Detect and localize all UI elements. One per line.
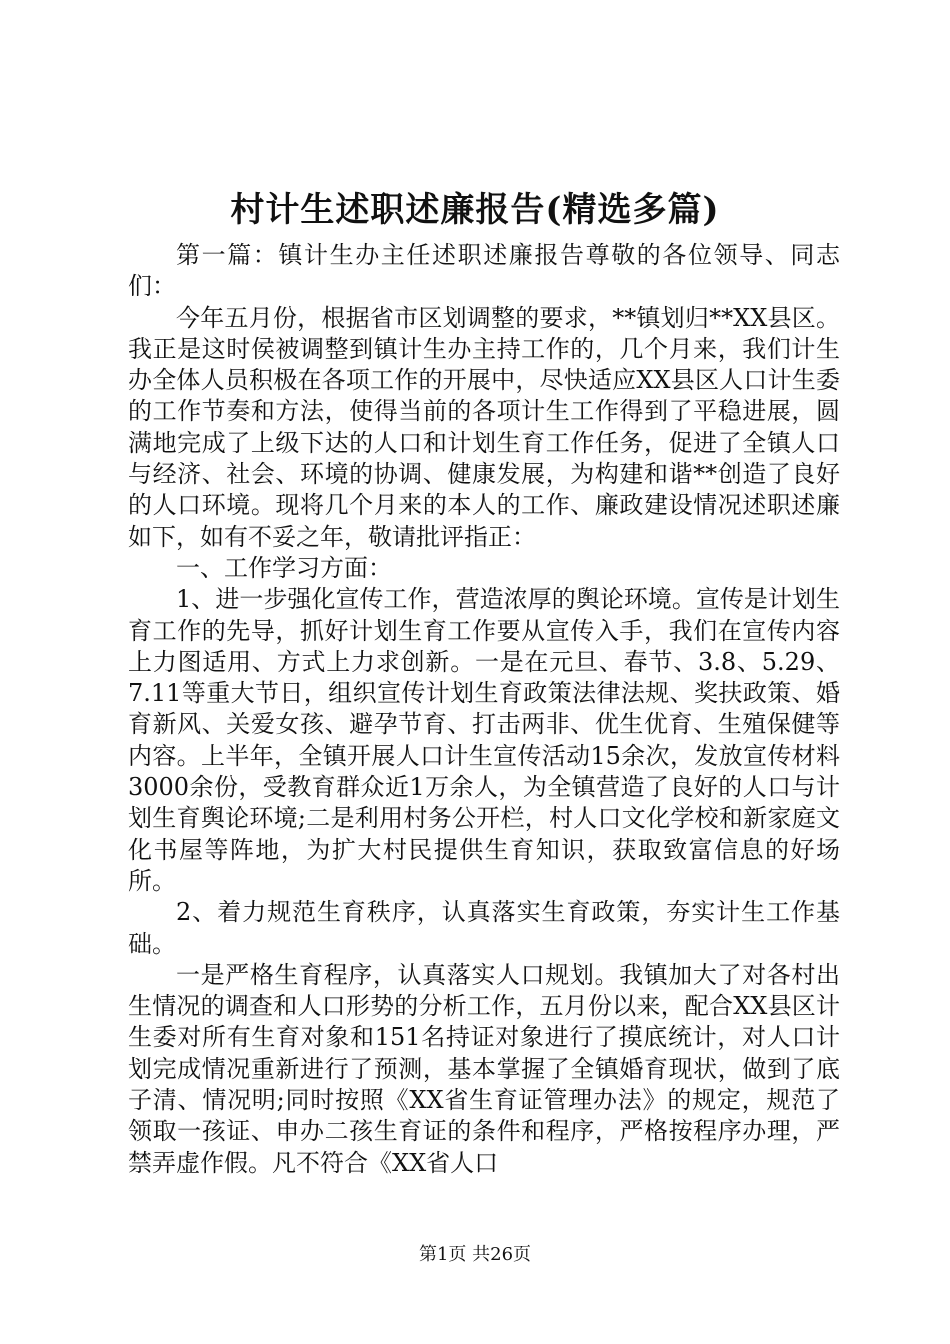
paragraph-intro: 第一篇：镇计生办主任述职述廉报告尊敬的各位领导、同志们： — [128, 241, 840, 301]
paragraph-birth-procedure: 一是严格生育程序，认真落实人口规划。我镇加大了对各村出生情况的调查和人口形势的分析工作，五月份以来，配合XX县区计生委对所有生育对象和151名持证对象进行了摸底统计，对人口计划完成情况重新进行了预测，基本掌握了全镇婚育现状，做到了底子清、情况明;同时按照《XX省生育证管理办法》的规定，规范了领取一孩证、申办二孩生育证的条件和程序，严格按程序办理，严禁弄虚作假。凡不符合《XX省人口 — [128, 960, 840, 1177]
paragraph-publicity: 1、进一步强化宣传工作，营造浓厚的舆论环境。宣传是计划生育工作的先导，抓好计划生育工作要从宣传入手，我们在宣传内容上力图适用、方式上力求创新。一是在元旦、春节、3.8、5.29、7.11等重大节日，组织宣传计划生育政策法律法规、奖扶政策、婚育新风、关爱女孩、避孕节育、打击两非、优生优育、生殖保健等内容。上半年，全镇开展人口计生宣传活动15余次，发放宣传材料3000余份，受教育群众近1万余人，为全镇营造了良好的人口与计划生育舆论环境;二是利用村务公开栏，村人口文化学校和新家庭文化书屋等阵地，为扩大村民提供生育知识，获取致富信息的好场所。 — [128, 585, 840, 895]
section-heading-work-study: 一、工作学习方面： — [176, 553, 392, 582]
document-title: 村计生述职述廉报告(精选多篇) — [230, 190, 720, 230]
paragraph-overview: 今年五月份，根据省市区划调整的要求，**镇划归**XX县区。我正是这时侯被调整到镇计生办主持工作的，几个月来，我们计生办全体人员积极在各项工作的开展中，尽快适应XX县区人口计生委的工作节奏和方法，使得当前的各项计生工作得到了平稳进展，圆满地完成了上级下达的人口和计划生育工作任务，促进了全镇人口与经济、社会、环境的协调、健康发展，为构建和谐**创造了良好的人口环境。现将几个月来的本人的工作、廉政建设情况述职述廉如下，如有不妥之年，敬请批评指正： — [128, 303, 840, 551]
document-body — [128, 240, 840, 1179]
paragraph-birth-order: 2、着力规范生育秩序，认真落实生育政策，夯实计生工作基础。 — [128, 898, 840, 958]
page-footer: 第1页 共26页 — [418, 1244, 532, 1265]
